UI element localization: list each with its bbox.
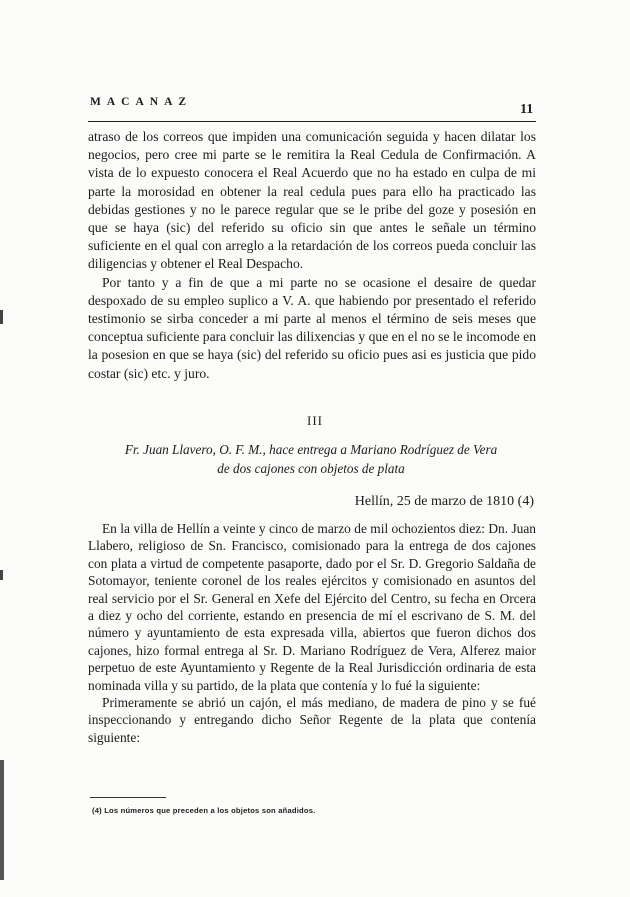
paragraph: Primeramente se abrió un cajón, el más mediano, de madera de pino y se fué inspeccionando y entregando dicho Señor Regente de la plata que contenía siguiente:: [88, 695, 536, 745]
header-rule: [88, 121, 536, 122]
document-body: [88, 520, 536, 746]
scan-edge-mark: [0, 310, 3, 324]
paragraph: En la villa de Hellín a veinte y cinco de marzo de mil ochozientos diez: Dn. Juan Llabero, religioso de Sn. Francisco, comisionado para la entrega de dos cajones con plata a virtud de competente pasaporte, dado por el Sr. D. Gregorio Saldaña de Sotomayor, teniente coronel de los reales ejércitos y comisionado en asuntos del real servicio por el Sr. General en Xefe del Ejército del Centro, su fecha en Orcera a diez y ocho del corriente, estando en presencia de mí el escrivano de S. M. del número y ayuntamiento de esta expresada villa, abiertos que fueron dichos dos cajones, hizo formal entrega al Sr. D. Mariano Rodríguez de Vera, Alferez maior perpetuo de este Ayuntamiento y Regente de la Real Jurisdicción ordinaria de esta nominada villa y su partido, de la plata que contenía y lo fué la siguiente:: [88, 521, 536, 693]
paragraph: atraso de los correos que impiden una comunicación seguida y hacen dilatar los negocios, pero cree mi parte se le remitira la Real Cedula de Confirmación. A vista de lo expuesto conocera el Real Acuerdo que no ha estado en culpa de mi parte la morosidad en obtener la real cedula pues para ello ha practicado las debidas gestiones y no le parece regular que se le pribe del goze y posesión en que se haya (sic) del referido su oficio sin que antes le señale un término suficiente en el qual con arreglo a la retardación de los correos pueda concluir las diligencias y obtener el Real Despacho.: [88, 129, 536, 272]
scan-edge-mark: [0, 570, 3, 580]
paragraph: Por tanto y a fin de que a mi parte no se ocasione el desaire de quedar despoxado de su empleo suplico a V. A. que habiendo por presentado el referido testimonio se sirba conceder a mi parte al menos el término de seis meses que conceptua suficiente para concluir las dilixencias y que en el no se le incomode en la posesion en que se haya (sic) del referido su oficio pues asi es justicia que pido costar (sic) etc. y juro.: [88, 274, 536, 381]
footnote-rule: [90, 797, 166, 798]
footnote: (4) Los números que preceden a los objetos son añadidos.: [92, 806, 316, 815]
document-date: Hellín, 25 de marzo de 1810 (4): [354, 494, 534, 509]
document-heading-line: de dos cajones con objetos de plata: [217, 461, 405, 476]
section-number: III: [307, 413, 323, 428]
body-text: [88, 128, 536, 383]
page-number: 11: [520, 102, 534, 117]
document-heading: [86, 440, 536, 478]
running-head: MACANAZ: [90, 96, 193, 108]
document-heading-line: Fr. Juan Llavero, O. F. M., hace entrega a Mariano Rodríguez de Vera: [124, 442, 498, 457]
scan-edge-mark: [0, 760, 4, 880]
